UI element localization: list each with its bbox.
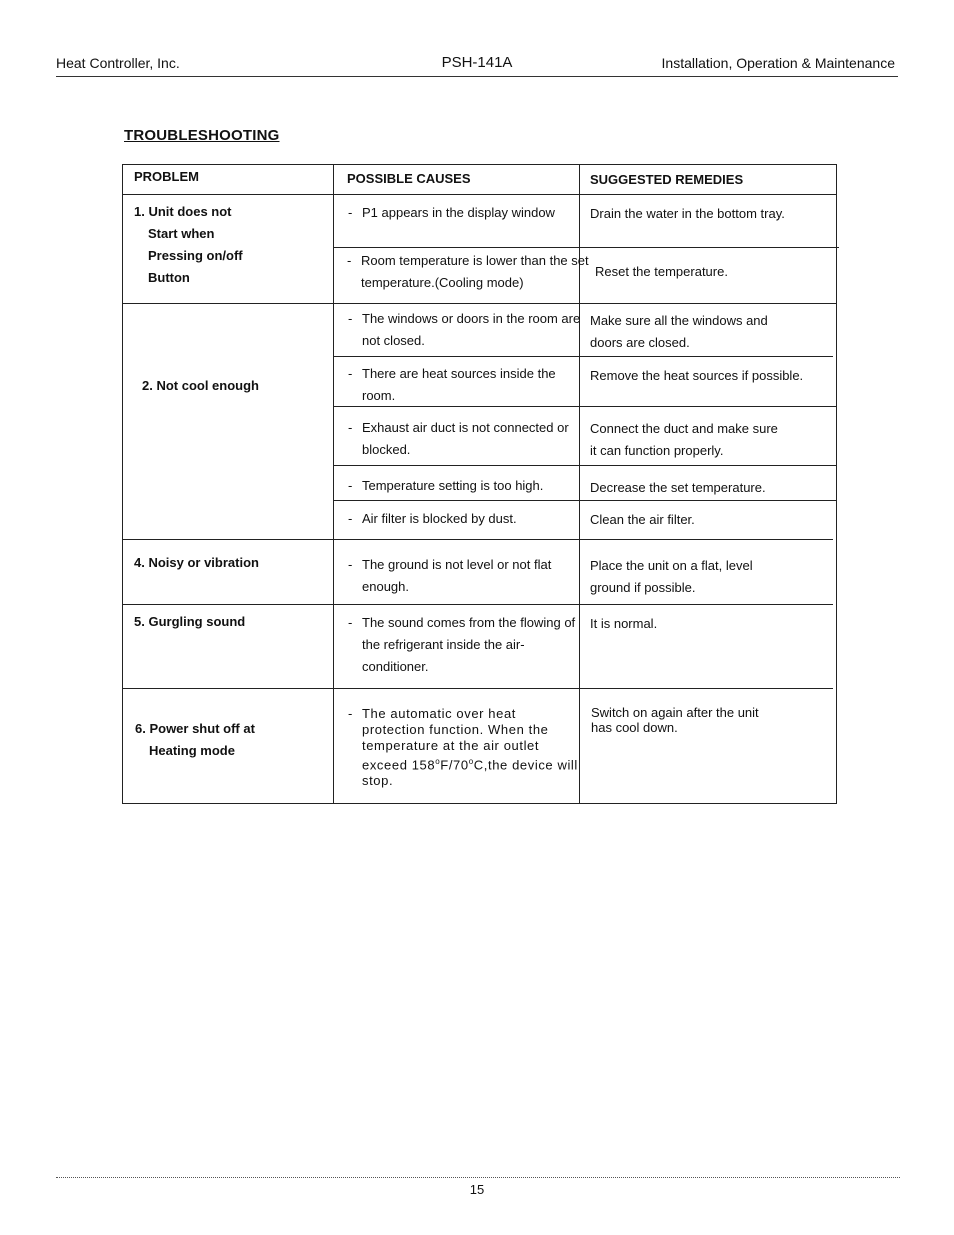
table-border-left bbox=[122, 164, 123, 804]
header-manual-title: Installation, Operation & Maintenance bbox=[661, 55, 895, 71]
remedy-text: Decrease the set temperature. bbox=[590, 480, 766, 495]
remedy-text: Make sure all the windows and doors are closed. bbox=[590, 313, 768, 350]
row-divider bbox=[333, 465, 836, 466]
cause-text: - Temperature setting is too high. bbox=[348, 478, 544, 493]
problem-not-cool-enough: 2. Not cool enough bbox=[142, 378, 259, 393]
cause-text: - Air filter is blocked by dust. bbox=[348, 511, 517, 526]
problem-unit-not-start: 1. Unit does not Start when Pressing on/off Button bbox=[134, 204, 243, 285]
cause-text: - The automatic over heat protection function. When the temperature at the air outlet exceed 158$^o$F/70$^o$C,the device will stop. bbox=[348, 706, 578, 789]
column-header-remedies: SUGGESTED REMEDIES bbox=[590, 172, 744, 187]
remedy-text: Connect the duct and make sure it can function properly. bbox=[590, 421, 778, 458]
header-company: Heat Controller, Inc. bbox=[56, 55, 180, 71]
row-divider bbox=[122, 604, 833, 605]
cause-text: - There are heat sources inside the room. bbox=[348, 366, 556, 403]
problem-power-shut-off: 6. Power shut off at Heating mode bbox=[135, 721, 255, 758]
remedy-text: Drain the water in the bottom tray. bbox=[590, 206, 785, 221]
header-model: PSH-141A bbox=[441, 54, 513, 71]
column-divider bbox=[333, 164, 334, 804]
row-divider bbox=[333, 500, 836, 501]
remedy-text: It is normal. bbox=[590, 616, 658, 631]
section-title: TROUBLESHOOTING bbox=[124, 127, 280, 144]
remedy-text: Clean the air filter. bbox=[590, 512, 695, 527]
remedy-text: Place the unit on a flat, level ground if possible. bbox=[590, 558, 753, 595]
remedy-text: Switch on again after the unit has cool down. bbox=[591, 705, 759, 735]
page-number: 15 bbox=[469, 1182, 485, 1197]
column-header-problem: PROBLEM bbox=[134, 169, 199, 184]
cause-text: - The sound comes from the flowing of the refrigerant inside the air-conditioner. bbox=[348, 615, 576, 674]
table-border-top bbox=[122, 164, 836, 165]
problem-noisy-vibration: 4. Noisy or vibration bbox=[134, 555, 259, 570]
row-divider bbox=[333, 247, 839, 248]
cause-text: - The windows or doors in the room are not closed. bbox=[348, 311, 581, 348]
column-header-causes: POSSIBLE CAUSES bbox=[347, 171, 471, 186]
cause-text: - The ground is not level or not flat enough. bbox=[348, 557, 552, 594]
cause-text: - Room temperature is lower than the set temperature.(Cooling mode) bbox=[347, 253, 589, 290]
row-divider bbox=[333, 356, 833, 357]
problem-gurgling-sound: 5. Gurgling sound bbox=[134, 614, 246, 629]
row-divider bbox=[122, 688, 833, 689]
row-divider bbox=[122, 539, 833, 540]
cause-text: - P1 appears in the display window bbox=[348, 205, 555, 220]
remedy-text: Reset the temperature. bbox=[595, 264, 728, 279]
footer-divider bbox=[56, 1177, 900, 1178]
table-border-bottom bbox=[122, 803, 836, 804]
header-row-divider bbox=[122, 194, 836, 195]
header-divider bbox=[56, 76, 898, 77]
remedy-text: Remove the heat sources if possible. bbox=[590, 368, 804, 383]
cause-text: - Exhaust air duct is not connected or blocked. bbox=[348, 420, 569, 457]
row-divider bbox=[122, 303, 836, 304]
table-border-right bbox=[836, 164, 837, 804]
